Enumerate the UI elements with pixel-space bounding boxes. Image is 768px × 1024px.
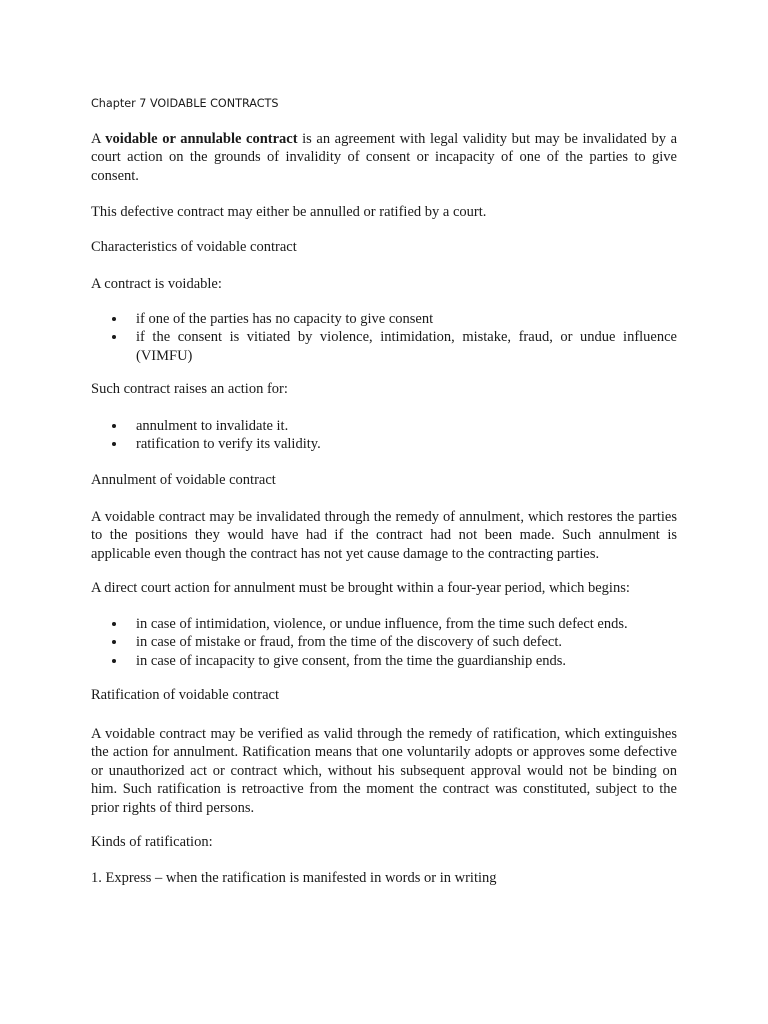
list-item: in case of incapacity to give consent, from the time the guardianship ends. — [136, 652, 567, 669]
list-item: in case of intimidation, violence, or undue influence, from the time such defect ends. — [136, 616, 628, 632]
list-item: annulment to invalidate it. — [136, 418, 289, 434]
action-list — [91, 417, 677, 454]
annulment-heading: Annulment of voidable contract — [91, 472, 276, 488]
action-intro: Such contract raises an action for: — [91, 381, 288, 397]
defective-paragraph: This defective contract may either be annulled or ratified by a court. — [91, 204, 487, 220]
characteristics-heading: Characteristics of voidable contract — [91, 239, 297, 255]
ratification-paragraph: A voidable contract may be verified as valid through the remedy of ratification, which extinguishes the action for annulment. Ratification means that one voluntarily adopts or approves some defective or unauthorized act or contract which, without his subsequent approval would not be binding on him. Such ratification is retroactive from the moment the contract was constituted, subject to the prior rights of third persons. — [91, 726, 677, 816]
period-paragraph: A direct court action for annulment must be brought within a four-year period, which begins: — [91, 580, 630, 596]
intro-rest: is an agreement with legal validity but may be invalidated by a court action on the grounds of invalidity of consent or incapacity of one of the parties to give consent. — [91, 131, 678, 184]
voidable-list — [91, 310, 677, 365]
intro-term: voidable or annulable contract — [105, 131, 298, 147]
intro-lead: A — [91, 131, 106, 147]
list-item: if the consent is vitiated by violence, intimidation, mistake, fraud, or undue influence (VIMFU) — [136, 329, 677, 364]
list-item: in case of mistake or fraud, from the time of the discovery of such defect. — [136, 634, 562, 651]
chapter-heading: Chapter 7 VOIDABLE CONTRACTS — [91, 97, 279, 110]
list-item: if one of the parties has no capacity to give consent — [136, 311, 434, 327]
annulment-paragraph: A voidable contract may be invalidated through the remedy of annulment, which restores the parties to the positions they would have had if the contract had not been made. Such annulment is applicable even though the contract has not yet cause damage to the contracting parties. — [91, 509, 677, 562]
period-list — [91, 615, 677, 670]
ratification-heading: Ratification of voidable contract — [91, 687, 280, 703]
intro-paragraph — [91, 130, 677, 185]
kinds-heading: Kinds of ratification: — [91, 834, 213, 850]
express-item: 1. Express – when the ratification is manifested in words or in writing — [91, 870, 497, 886]
list-item: ratification to verify its validity. — [136, 436, 321, 453]
voidable-intro: A contract is voidable: — [91, 276, 222, 292]
